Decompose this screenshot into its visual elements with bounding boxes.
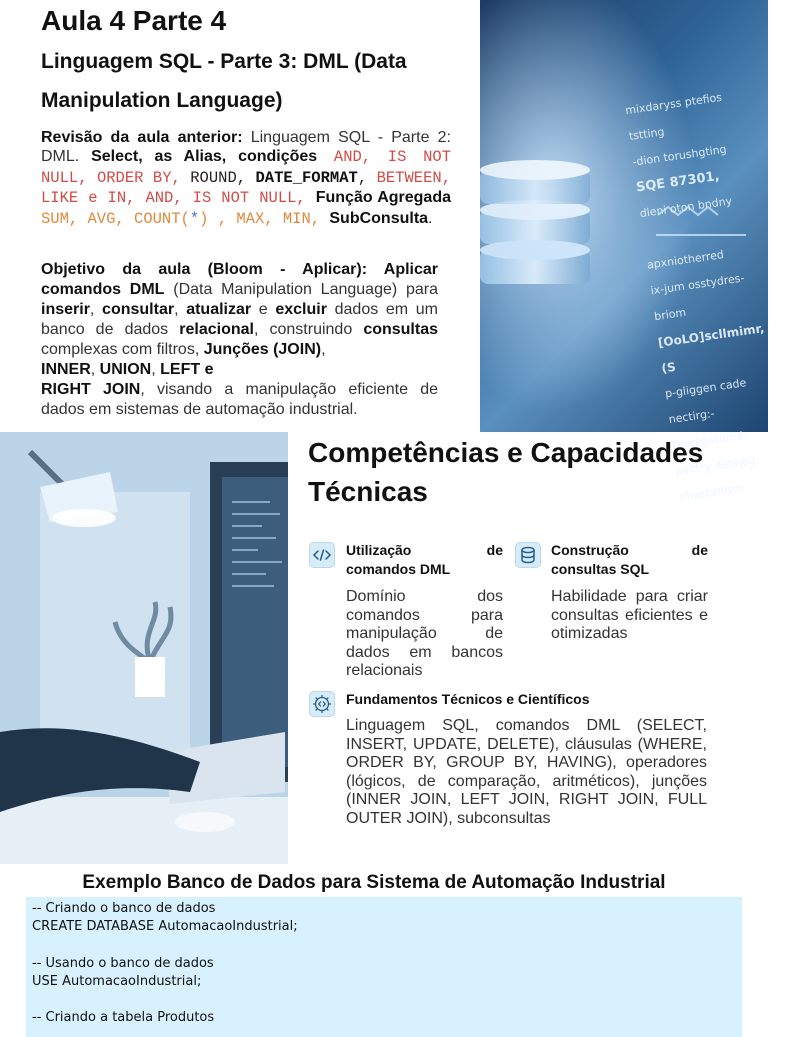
code-line: USE AutomacaoIndustrial;: [32, 973, 202, 989]
card-dml-commands: [346, 541, 503, 681]
card-foundations-description: Linguagem SQL, comandos DML (SELECT, INSERT, UPDATE, DELETE), cláusulas (WHERE, ORDER BY, GROUP BY, HAVING), operadores (lógicos, de comparação, aritméticos), junções (INNER JOIN, LEFT JOIN, RIGHT JOIN, FULL OUTER JOIN), subconsultas: [346, 717, 707, 827]
code-icon: [309, 542, 335, 568]
card-foundations-title: Fundamentos Técnicos e Científicos: [346, 691, 590, 707]
card-sql-title-line2: consultas SQL: [551, 561, 650, 577]
code-line: [26, 991, 742, 1009]
card-sql-title-line1: Construção de: [551, 542, 708, 558]
office-illustration: [0, 432, 288, 864]
code-line: -- Criando a tabela Produtos: [32, 1010, 215, 1026]
sql-code-block: [26, 897, 742, 1037]
database-icon: [515, 542, 541, 568]
code-line: -- Usando o banco de dados: [32, 955, 214, 971]
page-subtitle: Linguagem SQL - Parte 3: DML (Data Manipulation Language): [41, 50, 407, 112]
card-sql-description: Habilidade para criar consultas eficientes e otimizadas: [551, 588, 708, 643]
hero-code-overlay: mixdaryss ptefios tstting -dion torushgting SQE 87301, dleni oton bndny apxniotherred ix-jum osstydres-briom [OoLO]scllmimr, (S p-gliggen cade nectirg:- Dierkgatlirod, pectry detajog, nbastarlism: [624, 90, 766, 504]
card-technical-foundations: [346, 690, 707, 829]
review-label: Revisão da aula anterior:: [41, 129, 243, 146]
code-line: CREATE DATABASE AutomacaoIndustrial;: [32, 919, 298, 935]
code-line: -- Criando o banco de dados: [32, 901, 216, 916]
card-sql-queries: [551, 541, 708, 644]
example-title: Exemplo Banco de Dados para Sistema de Automação Industrial: [82, 872, 666, 893]
review-paragraph: Revisão da aula anterior: Linguagem SQL - Parte 2: DML. Select, as Alias, condições AND, IS NOT NULL, ORDER BY, ROUND, DATE_FORMAT, BETWEEN, LIKE e IN, AND, IS NOT NULL, Função Agregada SUM, AVG, COUNT(*) , MAX, MIN, SubConsulta.: [41, 129, 451, 228]
office-computer-image: [0, 432, 288, 864]
objective-paragraph: Objetivo da aula (Bloom - Aplicar): Aplicar comandos DML (Data Manipulation Language) para inserir, consultar, atualizar e excluir dados em um banco de dados relacional, construindo consultas complexas com filtros, Junções (JOIN), INNER, UNION, LEFT e RIGHT JOIN, visando a manipulação eficiente de dados em sistemas de automação industrial.: [41, 261, 439, 418]
card-dml-title-line2: comandos DML: [346, 561, 451, 577]
card-dml-title-line1: Utilização de: [346, 542, 503, 558]
code-line: [26, 936, 742, 954]
gear-code-icon: [309, 691, 335, 717]
competencies-title: Competências e Capacidades Técnicas: [308, 437, 704, 507]
card-dml-description: Domínio dos comandos para manipulação de dados em bancos relacionais: [346, 588, 503, 680]
page-title: Aula 4 Parte 4: [41, 5, 227, 36]
objective-label: Objetivo da aula (Bloom - Aplicar): Aplicar comandos DML: [41, 261, 438, 298]
